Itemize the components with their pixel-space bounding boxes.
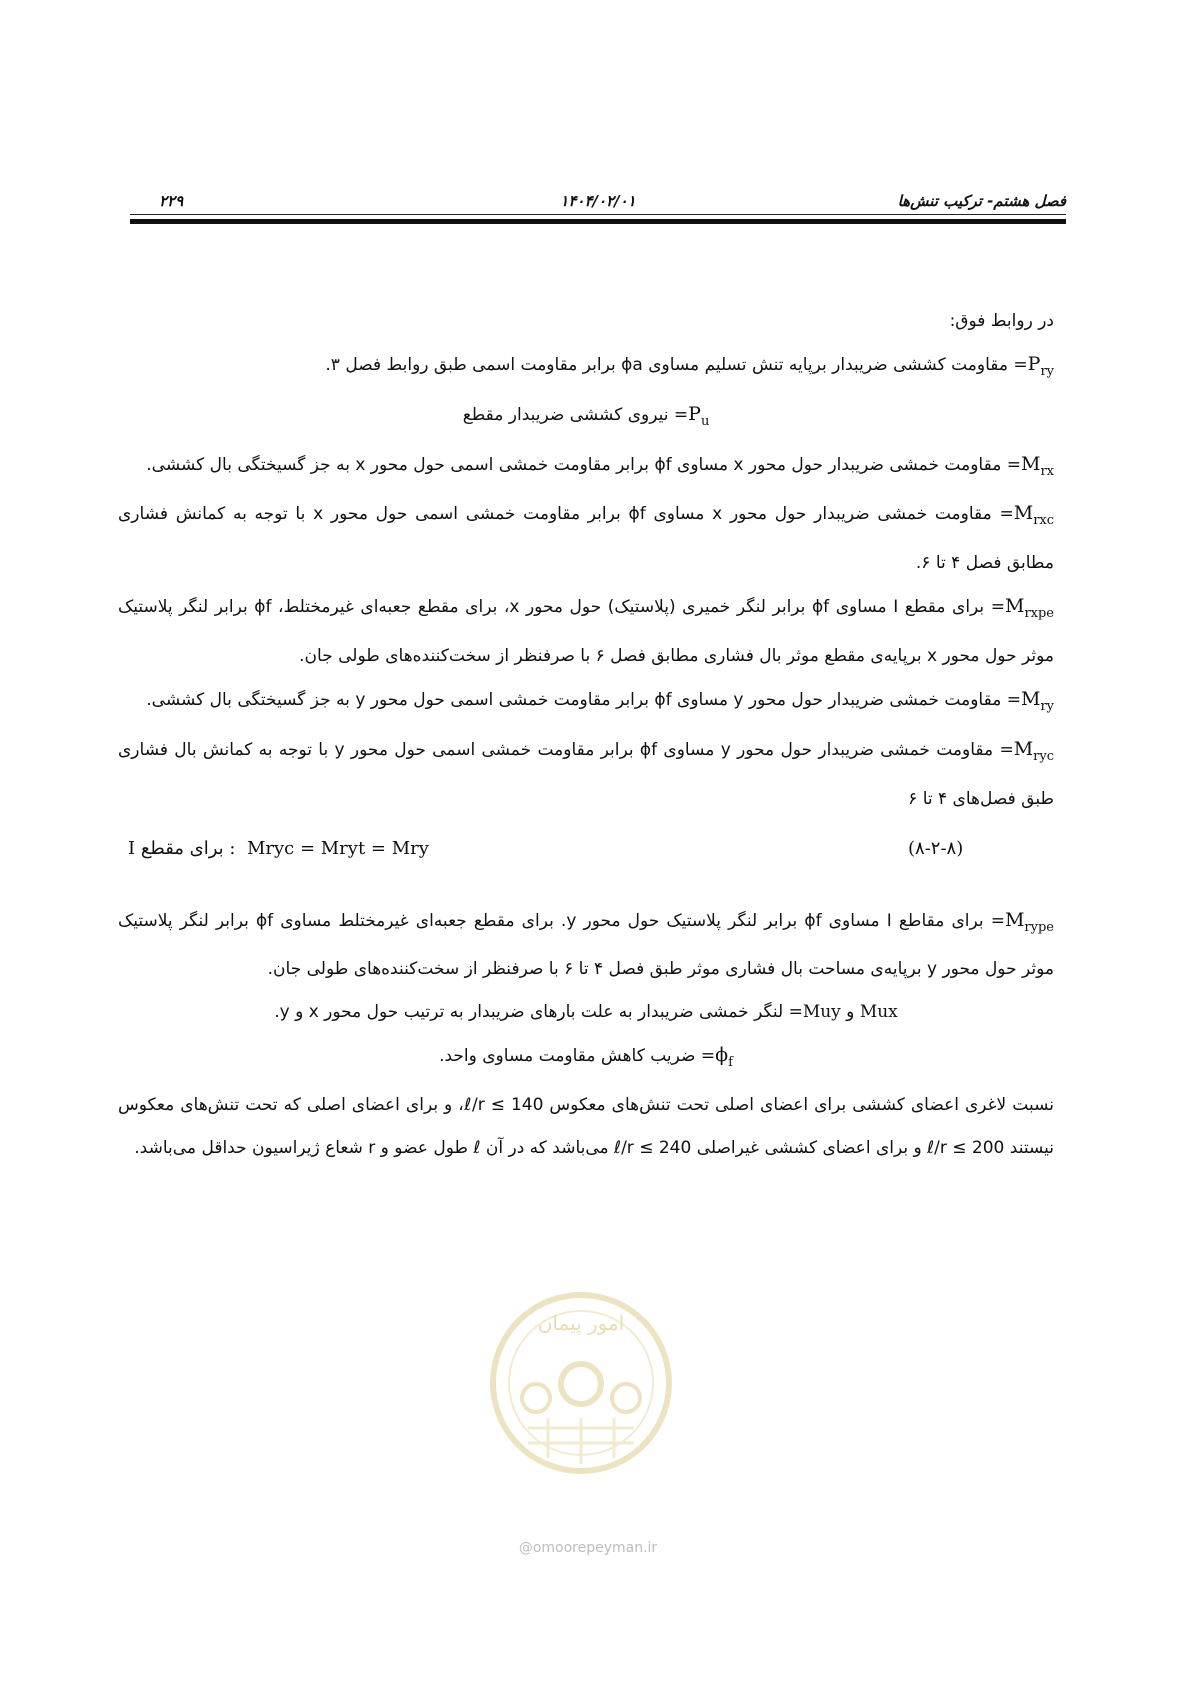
header-date: ۱۴۰۴/۰۲/۰۱ bbox=[560, 192, 636, 210]
equation-label: : برای مقطع I bbox=[128, 837, 236, 859]
definition-text: برای مقطع I مساوی ϕf برابر لنگر خمیری (پلاستیک) حول محور x، برای مقطع جعبه‌ای غیرمختلط، ϕf برابر لنگر پلاستیک موثر حول محور x برپایه‌ی مقطع موثر بال فشاری مطابق فصل ۶ با صرفنظر از سخت‌کننده‌های طولی جان. bbox=[118, 597, 1054, 666]
definition-mrype: $M_{rype}=$ برای مقاطع I مساوی ϕf برابر لنگر پلاستیک حول محور y. برای مقطع جعبه‌ای غیرمختلط مساوی ϕf برابر لنگر پلاستیک موثر حول محور y برپایه‌ی مساحت بال فشاری موثر طبق فصل ۴ تا ۶ با صرفنظر از سخت‌کننده‌های طولی جان. bbox=[118, 908, 1054, 980]
definition-text: مقاومت کششی ضریبدار برپایه تنش تسلیم مساوی ϕa برابر مقاومت اسمی طبق روابط فصل ۳. bbox=[325, 355, 1008, 375]
definition-text: برای مقاطع I مساوی ϕf برابر لنگر پلاستیک حول محور y. برای مقطع جعبه‌ای غیرمختلط مساوی ϕf برابر لنگر پلاستیک موثر حول محور y برپایه‌ی مساحت بال فشاری موثر طبق فصل ۴ تا ۶ با صرفنظر از سخت‌کننده‌های طولی جان. bbox=[118, 910, 1054, 980]
definition-text: مقاومت خمشی ضریبدار حول محور x مساوی ϕf برابر مقاومت خمشی اسمی حول محور x به جز گسیختگی بال کششی. bbox=[146, 454, 1002, 475]
definition-text: مقاومت خمشی ضریبدار حول محور y مساوی ϕf برابر مقاومت خمشی اسمی حول محور y با توجه به کمانش بال فشاری طبق فصل‌های ۴ تا ۶ bbox=[118, 739, 1054, 809]
header-rule-thin bbox=[130, 214, 1066, 215]
symbol: $M_{ryc}$ bbox=[1013, 737, 1054, 764]
definition-pry: $P_{ry}=$ مقاومت کششی ضریبدار برپایه تنش تسلیم مساوی ϕa برابر مقاومت اسمی طبق روابط فصل ۳. bbox=[325, 353, 1054, 379]
document-body bbox=[118, 300, 1054, 1170]
page-number: ۲۲۹ bbox=[159, 192, 184, 210]
symbol: Mux و Muy bbox=[802, 1002, 898, 1023]
definition-pu: $P_u=$ نیروی کششی ضریبدار مقطع bbox=[462, 402, 710, 429]
chapter-title: فصل هشتم- ترکیب تنش‌ها bbox=[897, 192, 1066, 210]
watermark-logo-text: امور پیمان bbox=[537, 1311, 625, 1335]
intro-text: در روابط فوق: bbox=[949, 311, 1054, 331]
equation-8-2-8 bbox=[118, 827, 1054, 883]
symbol: $M_{rxpe}$ bbox=[1004, 595, 1054, 621]
watermark-logo bbox=[488, 1288, 674, 1478]
definition-text: مقاومت خمشی ضریبدار حول محور y مساوی ϕf برابر مقاومت خمشی اسمی حول محور y به جز گسیختگی بال کششی. bbox=[146, 689, 1002, 710]
definition-mux-muy: Mux و Muy= لنگر خمشی ضریبدار به علت بارهای ضریبدار به ترتیب حول محور x و y. bbox=[274, 1002, 898, 1023]
symbol: $M_{rxc}$ bbox=[1013, 502, 1055, 529]
symbol: $M_{rx}$ bbox=[1020, 452, 1054, 479]
symbol: $\phi_f$ bbox=[715, 1044, 733, 1071]
definition-mrxc: $M_{rxc}=$ مقاومت خمشی ضریبدار حول محور x مساوی ϕf برابر مقاومت خمشی اسمی حول محور x با توجه به کمانش فشاری مطابق فصل ۴ تا ۶. bbox=[118, 502, 1055, 574]
definition-mrxpe: $M_{rxpe}=$ برای مقطع I مساوی ϕf برابر لنگر خمیری (پلاستیک) حول محور x، برای مقطع جعبه‌ای غیرمختلط، ϕf برابر لنگر پلاستیک موثر حول محور x برپایه‌ی مقطع موثر بال فشاری مطابق فصل ۶ با صرفنظر از سخت‌کننده‌های طولی جان. bbox=[118, 595, 1054, 666]
symbol: $M_{rype}$ bbox=[1004, 908, 1054, 935]
watermark-site: @omoorepeyman.ir bbox=[518, 1540, 658, 1556]
equation-formula: Mryc = Mryt = Mry bbox=[246, 837, 429, 859]
definition-mrx: $M_{rx}=$ مقاومت خمشی ضریبدار حول محور x مساوی ϕf برابر مقاومت خمشی اسمی حول محور x به جز گسیختگی بال کششی. bbox=[146, 452, 1054, 479]
page-header bbox=[130, 188, 1066, 214]
header-rule-thick bbox=[130, 219, 1066, 224]
symbol: $M_{ry}$ bbox=[1020, 687, 1054, 714]
definition-text: مقاومت خمشی ضریبدار حول محور x مساوی ϕf برابر مقاومت خمشی اسمی حول محور x با توجه به کمانش فشاری مطابق فصل ۴ تا ۶. bbox=[118, 504, 1054, 574]
definition-text: ضریب کاهش مقاومت مساوی واحد. bbox=[439, 1046, 696, 1067]
definition-phif: $\phi_f=$ ضریب کاهش مقاومت مساوی واحد. bbox=[439, 1044, 733, 1071]
symbol: $P_{ry}$ bbox=[1027, 353, 1054, 379]
definition-mryc: $M_{ryc}=$ مقاومت خمشی ضریبدار حول محور y مساوی ϕf برابر مقاومت خمشی اسمی حول محور y با توجه به کمانش بال فشاری طبق فصل‌های ۴ تا ۶ bbox=[118, 737, 1054, 809]
definition-mry: $M_{ry}=$ مقاومت خمشی ضریبدار حول محور y مساوی ϕf برابر مقاومت خمشی اسمی حول محور y به جز گسیختگی بال کششی. bbox=[146, 687, 1054, 714]
symbol: $P_u$ bbox=[688, 402, 710, 429]
equation-body bbox=[128, 827, 429, 870]
slenderness-note: نسبت لاغری اعضای کششی برای اعضای اصلی تحت تنش‌های معکوس ℓ/r ≤ 140، و برای اعضای اصلی که تحت تنش‌های معکوس نیستند ℓ/r ≤ 200 و برای اعضای کششی غیراصلی ℓ/r ≤ 240 می‌باشد که در آن ℓ طول عضو و r شعاع ژیراسیون حداقل می‌باشد. bbox=[118, 1095, 1054, 1159]
definition-text: نیروی کششی ضریبدار مقطع bbox=[462, 404, 669, 425]
equation-number: (۸-۲-۸) bbox=[908, 837, 964, 859]
definition-text: لنگر خمشی ضریبدار به علت بارهای ضریبدار به ترتیب حول محور x و y. bbox=[274, 1002, 784, 1023]
